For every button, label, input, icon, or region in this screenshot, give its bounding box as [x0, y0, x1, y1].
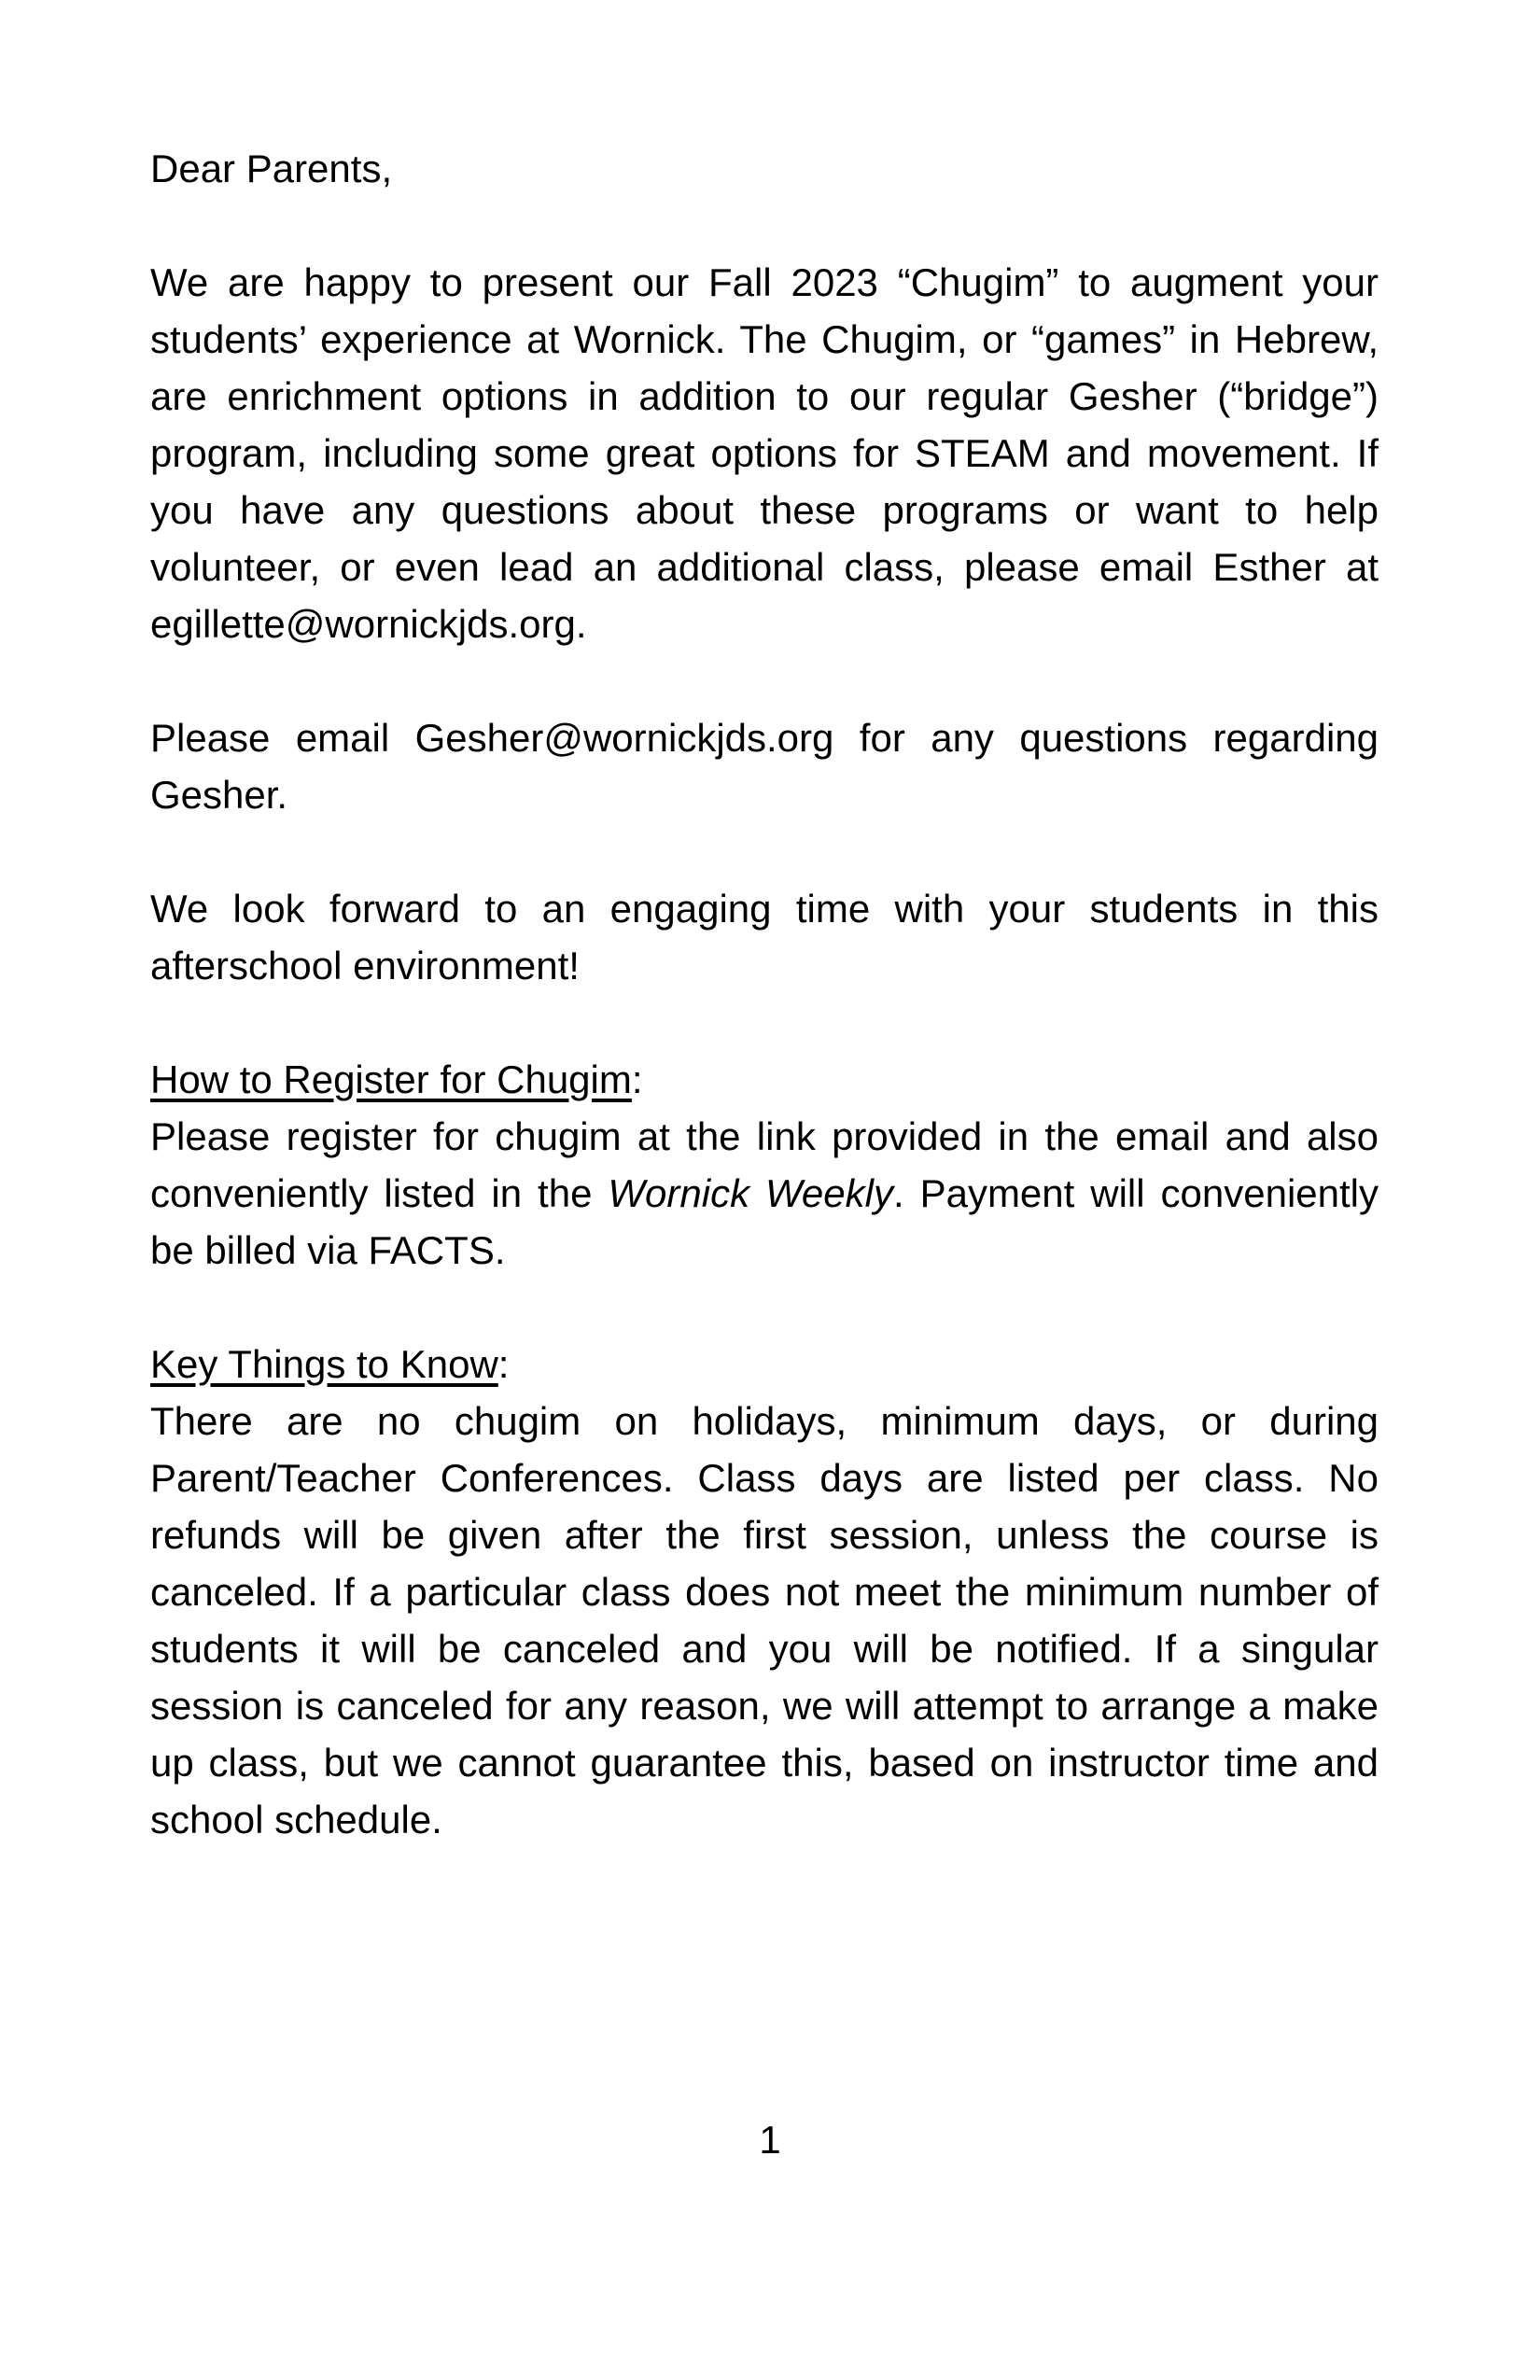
key-things-paragraph: There are no chugim on holidays, minimum days, or during Parent/Teacher Conferences. Class days are listed per class. No refunds will be given after the first session, unless the course is canceled. If a particular class does not meet the minimum number of students it will be canceled and you will be notified. If a singular session is canceled for any reason, we will attempt to arrange a make up class, but we cannot guarantee this, based on instructor time and school schedule. [150, 1399, 1379, 1841]
spacer [150, 994, 1379, 1051]
register-heading-line [150, 1051, 1379, 1108]
key-things-heading: Key Things to Know [150, 1342, 498, 1386]
key-things-heading-colon: : [497, 1342, 510, 1386]
greeting: Dear Parents, [150, 147, 393, 190]
spacer [150, 652, 1379, 709]
key-things-heading-line [150, 1336, 1379, 1393]
closing-paragraph: We look forward to an engaging time with your students in this afterschool environment! [150, 887, 1379, 987]
intro-paragraph: We are happy to present our Fall 2023 “Chugim” to augment your students’ experience at Wornick. The Chugim, or “games” in Hebrew, are enrichment options in addition to our regular Gesher (“bridge”) program, including some great options for STEAM and movement. If you have any questions about these programs or want to help volunteer, or even lead an additional class, please email Esther at egillette@wornickjds.org. [150, 260, 1379, 646]
register-heading: How to Register for Chugim [150, 1057, 632, 1101]
page-number: 1 [759, 2118, 781, 2162]
gesher-contact-paragraph: Please email Gesher@wornickjds.org for any questions regarding Gesher. [150, 716, 1379, 817]
spacer [150, 823, 1379, 880]
register-heading-colon: : [631, 1057, 643, 1101]
spacer [150, 1279, 1379, 1336]
register-text-start: Please register for chugim at the link provided in the email and also conveniently listed in the [150, 1114, 1379, 1215]
letter-body [150, 140, 1379, 1848]
wornick-weekly-title: Wornick Weekly [608, 1171, 893, 1215]
register-paragraph [150, 1108, 1379, 1279]
register-text-end: . Payment will conveniently be billed via FACTS. [150, 1171, 1379, 1272]
spacer [150, 197, 1379, 254]
